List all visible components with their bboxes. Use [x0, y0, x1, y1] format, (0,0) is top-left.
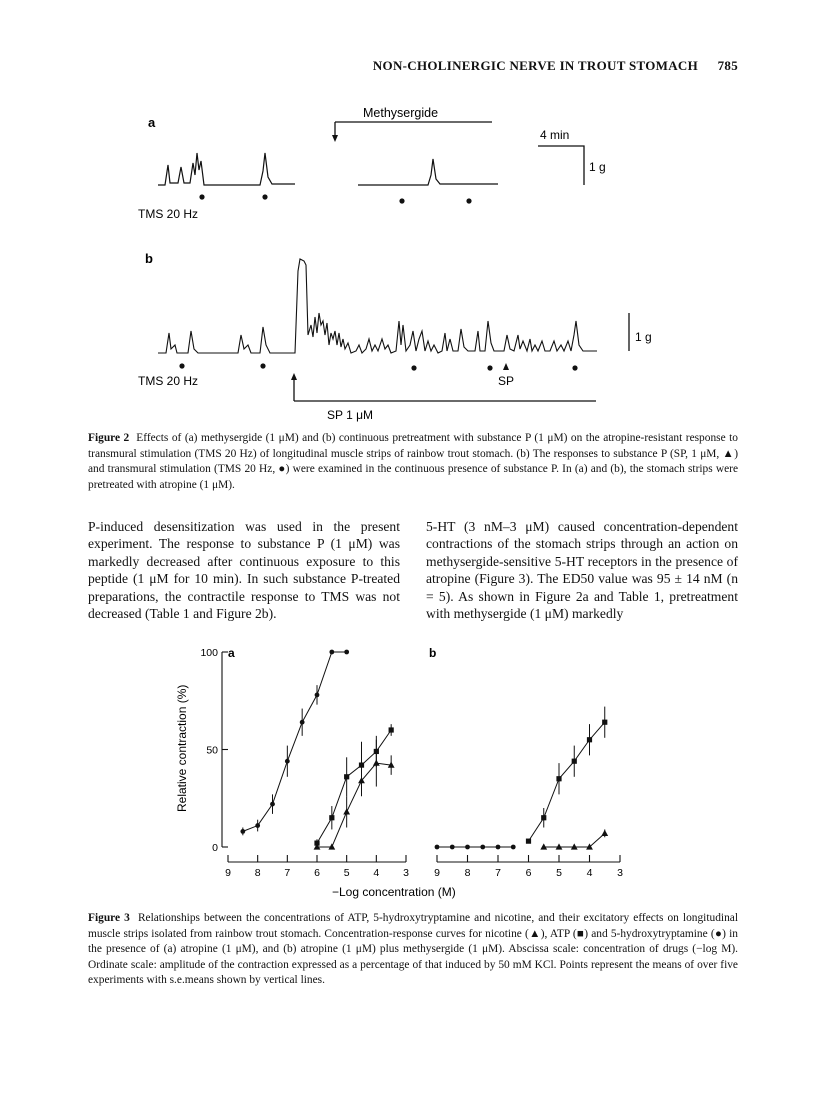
- data-point-circle: [255, 823, 260, 828]
- data-point-circle: [344, 650, 349, 655]
- y-axis-label: Relative contraction (%): [175, 684, 189, 812]
- data-point-square: [329, 815, 334, 820]
- stim-dot: [179, 363, 184, 368]
- x-tick-label: 4: [373, 867, 380, 879]
- figure3-caption-text: Relationships between the concentrations of ATP, 5-hydroxytryptamine and nicotine, and their excitatory effects on longitudinal muscle strips isolated from rainbow trout stomach. Concentration-response curves for nicotine (▲), ATP (■) and 5-hydroxytryptamine (●) in the presence of (a) atropine (1 μM), and (b) atropine (1 μM) plus methysergide (1 μM). Abscissa scale: concentration of drugs (−log M). Ordinate scale: amplitude of the contraction expressed as a percentage of that induced by 50 mM KCl. Points represent the means of over five experiments with s.e.means shown by vertical lines.: [88, 912, 738, 986]
- trace-b: [158, 259, 597, 353]
- y-tick-label: 100: [200, 647, 218, 659]
- x-axis-label: −Log concentration (M): [332, 885, 456, 899]
- sp-bar-label: SP 1 μM: [327, 408, 374, 422]
- x-tick-label: 9: [434, 867, 440, 879]
- y-tick-label: 50: [206, 744, 218, 757]
- data-point-square: [556, 776, 561, 781]
- x-tick-label: 8: [464, 867, 471, 879]
- data-point-square: [602, 720, 607, 725]
- data-point-circle: [435, 845, 440, 850]
- trace-a-left: [158, 153, 295, 185]
- running-title: NON-CHOLINERGIC NERVE IN TROUT STOMACH: [372, 58, 699, 73]
- data-point-circle: [496, 845, 501, 850]
- data-point-square: [541, 815, 546, 820]
- figure3-chart: [160, 640, 680, 905]
- panel-a-label: a: [148, 115, 156, 130]
- x-tick-label: 4: [586, 867, 593, 879]
- x-tick-label: 7: [495, 867, 501, 879]
- data-point-circle: [285, 759, 290, 764]
- body-right-column: 5-HT (3 nM–3 μM) caused concentration-dependent contractions of the stomach strips through an action on methysergide-sensitive 5-HT receptors in the presence of atropine (Figure 3). The ED50 value was 95 ± 14 nM (n = 5). As shown in Figure 2a and Table 1, pretreatment with methysergide (1 μM) markedly: [426, 519, 738, 622]
- y-tick-label: 0: [212, 842, 218, 854]
- stim-dot: [466, 198, 471, 203]
- series-line-circle: [243, 652, 347, 831]
- data-point-circle: [511, 845, 516, 850]
- figure2-caption-text: Effects of (a) methysergide (1 μM) and (b) continuous pretreatment with substance P (1 μM) on the atropine-resistant response to transmural stimulation (TMS 20 Hz) of longitudinal muscle strips of rainbow trout stomach. (b) The responses to substance P (SP, 1 μM, ▲) and transmural stimulation (TMS 20 Hz, ●) were examined in the continuous presence of substance P. In (a) and (b), the stomach strips were pretreated with atropine (1 μM).: [88, 432, 738, 491]
- x-tick-label: 3: [617, 867, 623, 879]
- data-point-circle: [480, 845, 485, 850]
- x-tick-label: 7: [284, 867, 291, 879]
- running-header: [0, 58, 738, 74]
- stim-dot: [487, 365, 492, 370]
- stim-label-b: TMS 20 Hz: [138, 374, 199, 388]
- data-point-circle: [450, 845, 455, 850]
- data-point-circle: [315, 693, 320, 698]
- x-tick-label: 9: [225, 867, 231, 879]
- time-scale-label: 4 min: [540, 128, 570, 142]
- panel-b-chart-title: b: [429, 646, 437, 660]
- data-point-square: [526, 839, 531, 844]
- series-line-square: [317, 730, 391, 843]
- data-point-circle: [465, 845, 470, 850]
- x-tick-label: 5: [556, 867, 562, 879]
- figure3-caption-title: Figure 3: [88, 912, 130, 924]
- stim-dot: [260, 363, 265, 368]
- scale-bar-a: [538, 146, 584, 185]
- data-point-square: [344, 774, 349, 779]
- page-number: 785: [717, 58, 738, 73]
- methysergide-label: Methysergide: [363, 106, 439, 120]
- data-point-circle: [240, 829, 245, 834]
- x-tick-label: 3: [403, 867, 409, 879]
- stim-dot: [199, 194, 204, 199]
- sp-triangle: [503, 363, 509, 370]
- series-line-triangle: [317, 763, 391, 847]
- panel-a-chart-title: a: [228, 646, 235, 660]
- figure2-caption-title: Figure 2: [88, 432, 130, 444]
- data-point-circle: [300, 720, 305, 725]
- data-point-square: [389, 727, 394, 732]
- x-tick-label: 6: [314, 867, 320, 879]
- data-point-square: [587, 737, 592, 742]
- force-scale-b: 1 g: [635, 330, 652, 344]
- stim-dot: [399, 198, 404, 203]
- figure2-traces: [120, 95, 680, 425]
- panel-b-label: b: [145, 251, 153, 266]
- data-point-triangle: [601, 830, 608, 836]
- body-left-column: P-induced desensitization was used in the present experiment. The response to substance P (1 μM) was markedly decreased after continuous exposure to this peptide (1 μM for 10 min). In such substance P-treated preparations, the contractile response to TMS was not decreased (Table 1 and Figure 2b).: [88, 519, 400, 622]
- data-point-square: [572, 759, 577, 764]
- data-point-circle: [270, 802, 275, 807]
- stim-dot: [572, 365, 577, 370]
- data-point-circle: [329, 650, 334, 655]
- stim-label-a: TMS 20 Hz: [138, 207, 199, 221]
- x-tick-label: 8: [254, 867, 261, 879]
- figure3-caption: [88, 911, 738, 989]
- x-tick-label: 5: [343, 867, 350, 879]
- stim-dot: [411, 365, 416, 370]
- force-scale-a: 1 g: [589, 160, 606, 174]
- data-point-triangle: [373, 760, 380, 766]
- series-line-square: [529, 722, 605, 841]
- stim-dot: [262, 194, 267, 199]
- figure2-caption: [88, 431, 738, 493]
- trace-a-right: [358, 159, 498, 185]
- sp-label: SP: [498, 374, 515, 388]
- data-point-triangle: [343, 808, 350, 814]
- x-tick-label: 6: [525, 867, 532, 879]
